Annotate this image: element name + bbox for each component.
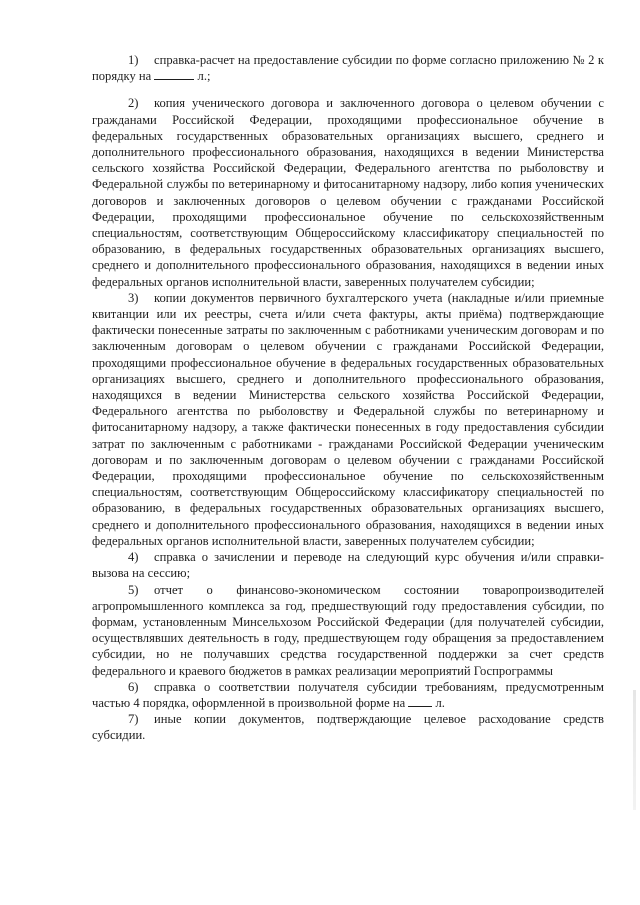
list-item-number: 1) xyxy=(128,53,139,67)
list-item-text: справка-расчет на предоставление субсидии по форме согласно приложению № 2 к порядку на xyxy=(92,53,604,84)
list-item-number: 3) xyxy=(128,290,139,305)
list-item-3 xyxy=(92,290,604,549)
list-item-number: 5) xyxy=(128,582,139,597)
list-item-number: 4) xyxy=(128,550,139,565)
list-item-5 xyxy=(92,582,604,679)
list-item-text: копии документов первичного бухгалтерского учета (накладные и/или приемные квитанции или их реестры, счета и/или счета фактуры, акты приёма) подтверждающие фактически понесенные затраты по заключенным с работниками ученическим договорам и по заключенным договорам о целевом обучении с гражданами Российской Федерации, проходящими профессиональное обучение в федеральных государственных образовательных организациях высшего, среднего и дополнительного профессионального образования, находящихся в ведении Министерства сельского хозяйства Российской Федерации, Федерального агентства по рыболовству и Федеральной службы по ветеринарному и фитосанитарному надзору, а также фактически понесенных в году предоставления субсидии затрат по заключенным с работниками - гражданами Российской Федерации ученическим договорам и по заключенным договорам о целевом обучении с гражданами Российской Федерации, проходящими профессиональное обучение по сельскохозяйственным специальностям, соответствующим Общероссийскому классификатору специальностей по образованию, в федеральных государственных образовательных организациях высшего, среднего и дополнительного профессионального образования, находящихся в ведении иных федеральных органов исполнительной власти, заверенных получателем субсидии; xyxy=(92,290,604,548)
list-item-4 xyxy=(92,549,604,581)
list-item-text: справка о зачислении и переводе на следующий курс обучения и/или справки-вызова на сессию; xyxy=(92,550,604,581)
list-item-text: копия ученического договора и заключенного договора о целевом обучении с гражданами Российской Федерации, проходящими профессиональное обучение в федеральных государственных образовательных организациях высшего, среднего и дополнительного профессионального образования, находящихся в ведении Министерства сельского хозяйства Российской Федерации, Федерального агентства по рыболовству и Федеральной службы по ветеринарному и фитосанитарному надзору, либо копия ученических договоров и заключенных договоров о целевом обучении с гражданами Российской Федерации, проходящими профессиональное обучение по сельскохозяйственным специальностям, соответствующим Общероссийскому классификатору специальностей по образованию, в федеральных государственных образовательных организациях высшего, среднего и дополнительного профессионального образования, находящихся в ведении иных федеральных органов исполнительной власти, заверенных получателем субсидии; xyxy=(92,96,604,289)
list-item-7 xyxy=(92,711,604,743)
fill-in-blank xyxy=(408,695,432,707)
list-item-text-tail: л.; xyxy=(194,69,211,84)
list-item-number: 2) xyxy=(128,96,139,111)
list-item-text: иные копии документов, подтверждающие целевое расходование средств субсидии. xyxy=(92,712,604,743)
list-item-text: отчет о финансово-экономическом состоянии товаропроизводителей агропромышленного комплекса за год, предшествующий году предоставления субсидии, по формам, установленным Минсельхозом Российской Федерации (для получателей субсидии, осуществлявших деятельность в году, предшествующем году обращения за предоставлением субсидии, но не получавших средства государственной поддержки за счет средств федерального и краевого бюджетов в рамках реализации мероприятий Госпрограммы xyxy=(92,582,604,678)
list-item-text: справка о соответствии получателя субсидии требованиям, предусмотренным частью 4 порядка, оформленной в произвольной форме на xyxy=(92,679,604,710)
list-item-6 xyxy=(92,679,604,711)
document-body xyxy=(92,52,604,744)
list-item-number: 7) xyxy=(128,712,139,727)
list-item-number: 6) xyxy=(128,679,139,694)
list-item-text-tail: л. xyxy=(432,695,445,710)
list-item-1 xyxy=(92,52,604,84)
scan-edge-shadow xyxy=(633,690,636,810)
list-item-2 xyxy=(92,95,604,289)
fill-in-blank xyxy=(154,68,194,80)
